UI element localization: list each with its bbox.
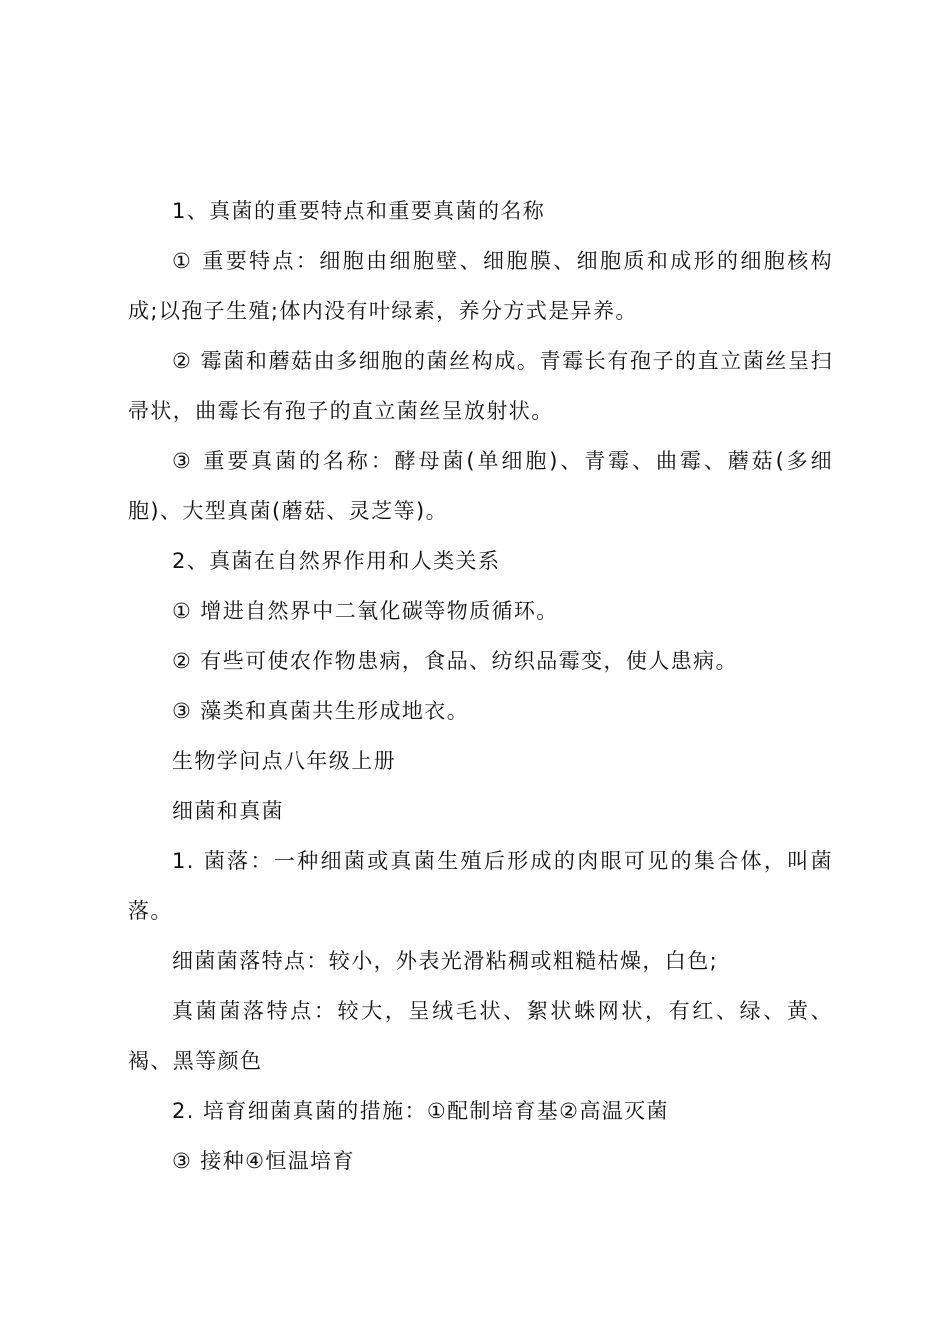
paragraph-colony-definition: 1. 菌落：一种细菌或真菌生殖后形成的肉眼可见的集合体，叫菌落。 — [128, 849, 833, 923]
paragraph-fungi-features: ① 重要特点：细胞由细胞壁、细胞膜、细胞质和成形的细胞核构成;以孢子生殖;体内没有叶绿素，养分方式是异养。 — [128, 249, 833, 323]
heading-fungi-features: 1、真菌的重要特点和重要真菌的名称 — [172, 199, 546, 223]
heading-bacteria-fungi: 细菌和真菌 — [172, 799, 284, 823]
paragraph-fungi-names: ③ 重要真菌的名称：酵母菌(单细胞)、青霉、曲霉、蘑菇(多细胞)、大型真菌(蘑菇、灵芝等)。 — [128, 449, 833, 523]
paragraph-carbon-cycle: ① 增进自然界中二氧化碳等物质循环。 — [172, 599, 559, 623]
paragraph-mold-mushroom: ② 霉菌和蘑菇由多细胞的菌丝构成。青霉长有孢子的直立菌丝呈扫帚状，曲霉长有孢子的直立菌丝呈放射状。 — [128, 349, 833, 423]
paragraph-disease: ② 有些可使农作物患病，食品、纺织品霉变，使人患病。 — [172, 649, 738, 673]
paragraph-culture-steps: 2. 培育细菌真菌的措施：①配制培育基②高温灭菌 — [172, 1099, 669, 1123]
paragraph-bacteria-colony: 细菌菌落特点：较小，外表光滑粘稠或粗糙枯燥，白色; — [172, 949, 719, 973]
heading-fungi-role: 2、真菌在自然界作用和人类关系 — [172, 549, 501, 573]
paragraph-fungi-colony: 真菌菌落特点：较大，呈绒毛状、絮状蛛网状，有红、绿、黄、褐、黑等颜色 — [128, 999, 833, 1073]
paragraph-culture-steps-cont: ③ 接种④恒温培育 — [172, 1149, 355, 1173]
document-body — [128, 186, 833, 1186]
paragraph-lichen: ③ 藻类和真菌共生形成地衣。 — [172, 699, 470, 723]
heading-grade-eight: 生物学问点八年级上册 — [172, 749, 396, 773]
